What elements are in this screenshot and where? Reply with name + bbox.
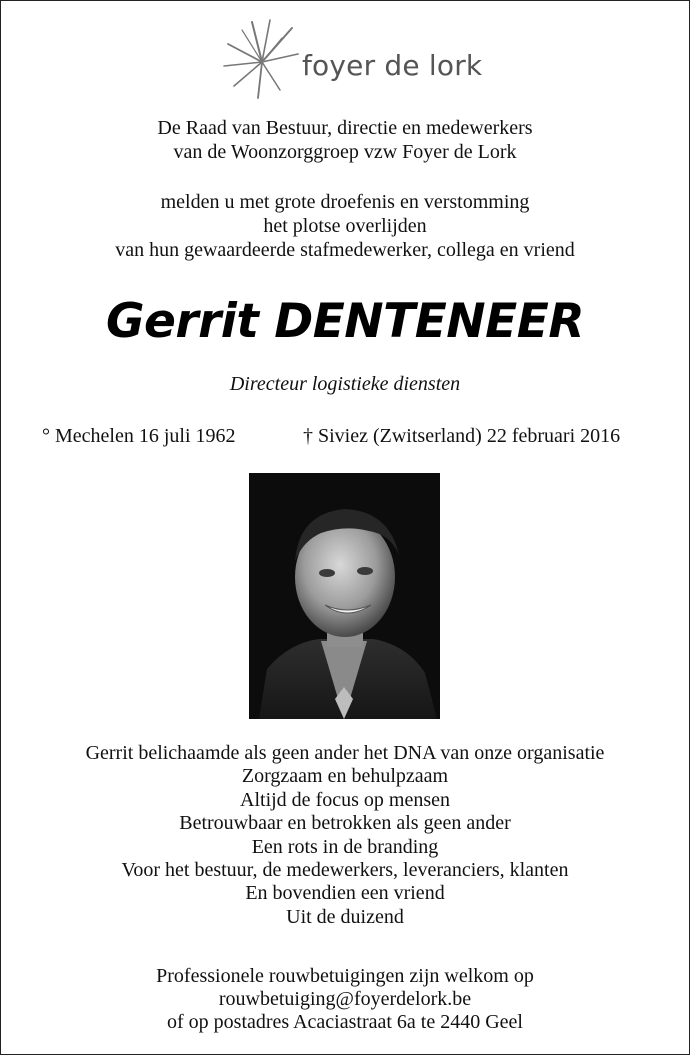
tribute-line: Uit de duizend xyxy=(286,905,404,928)
contact-line: Professionele rouwbetuigingen zijn welkom op xyxy=(156,965,534,987)
tribute-line: Zorgzaam en behulpzaam xyxy=(241,765,449,788)
death-date: † Siviez (Zwitserland) 22 februari 2016 xyxy=(303,425,621,447)
portrait-photo xyxy=(249,473,440,719)
tribute-line: Gerrit belichaamde als geen ander het DNA van onze organisatie xyxy=(85,742,605,764)
tribute-line: En bovendien een vriend xyxy=(245,882,445,905)
announcement-line: van hun gewaardeerde stafmedewerker, collega en vriend xyxy=(115,239,575,261)
deceased-role: Directeur logistieke diensten xyxy=(229,373,461,395)
deceased-name: Gerrit DENTENEER xyxy=(105,294,585,349)
contact-text xyxy=(0,965,690,1034)
contact-address: of op postadres Acaciastraat 6a te 2440 Geel xyxy=(167,1011,523,1033)
intro-line: van de Woonzorggroep vzw Foyer de Lork xyxy=(173,141,517,163)
announcement-line: het plotse overlijden xyxy=(263,215,427,237)
announcement-line: melden u met grote droefenis en verstomming xyxy=(160,191,530,213)
contact-email[interactable]: rouwbetuiging@foyerdelork.be xyxy=(218,988,472,1010)
starburst-logo-icon xyxy=(222,16,302,102)
intro-line: De Raad van Bestuur, directie en medewerkers xyxy=(157,117,533,139)
announcement-text xyxy=(0,190,690,262)
intro-text xyxy=(0,116,690,164)
foyer-de-lork-logo xyxy=(222,16,482,102)
tribute-text xyxy=(0,742,690,929)
tribute-line: Voor het bestuur, de medewerkers, leveranciers, klanten xyxy=(121,859,569,882)
birth-date: ° Mechelen 16 juli 1962 xyxy=(42,425,236,447)
tribute-line: Betrouwbaar en betrokken als geen ander xyxy=(179,812,511,835)
portrait-image xyxy=(249,473,440,719)
tribute-line: Een rots in de branding xyxy=(251,835,439,858)
tribute-line: Altijd de focus op mensen xyxy=(240,788,450,811)
logo-text: foyer de lork xyxy=(302,49,483,82)
